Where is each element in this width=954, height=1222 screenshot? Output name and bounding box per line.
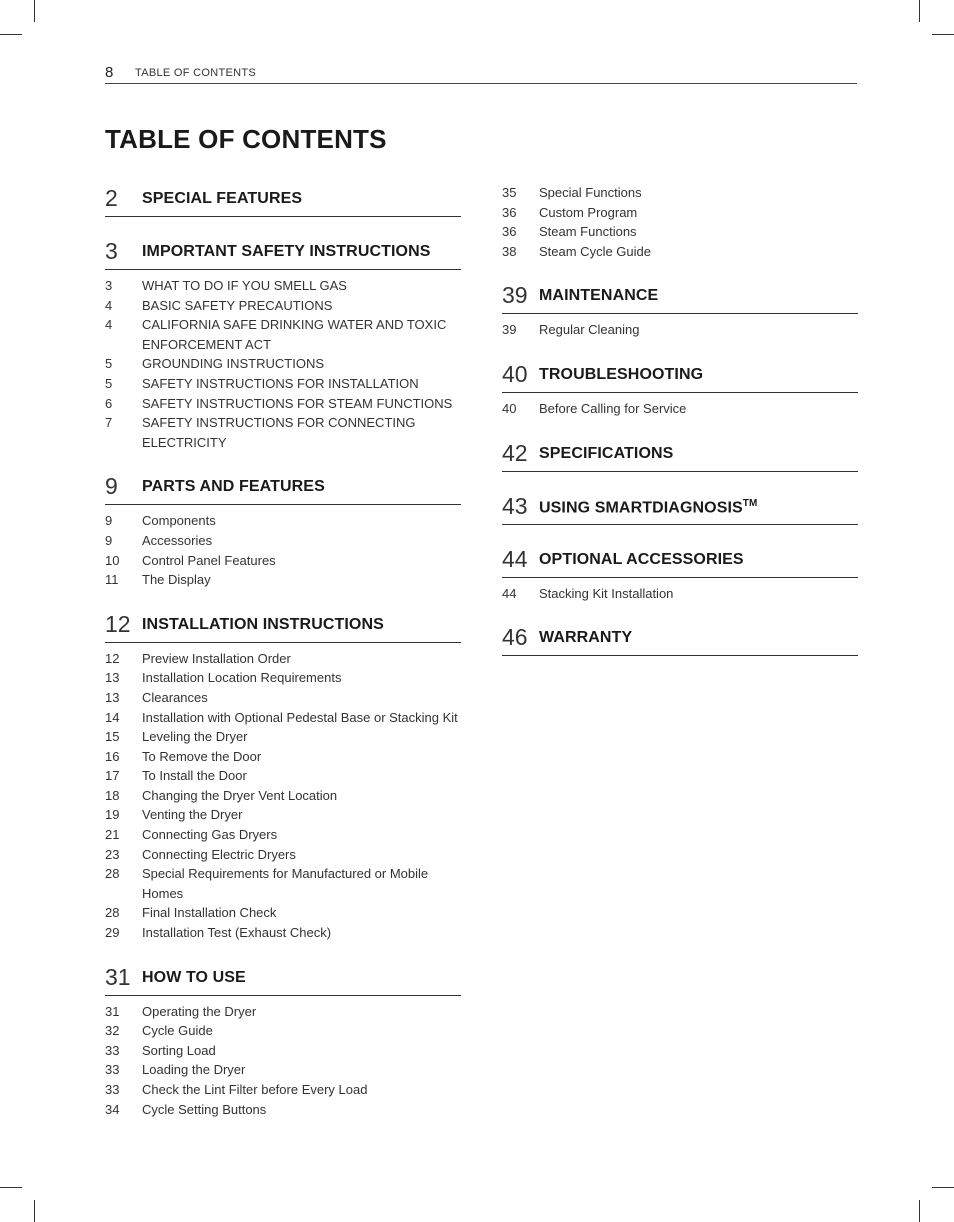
toc-entry-text: Before Calling for Service xyxy=(539,400,687,416)
toc-entry[interactable] xyxy=(105,354,461,374)
section-page-number: 44 xyxy=(502,545,528,572)
toc-entry[interactable] xyxy=(105,1080,461,1100)
toc-entry[interactable] xyxy=(502,203,858,223)
toc-entry-text: Check the Lint Filter before Every Load xyxy=(142,1082,368,1097)
toc-entry-page: 35 xyxy=(502,185,517,200)
section-title xyxy=(142,190,302,208)
section-title-text: TROUBLESHOOTING xyxy=(539,365,704,383)
toc-section xyxy=(105,182,461,217)
section-title-text: SPECIFICATIONS xyxy=(539,444,674,462)
toc-entry-list xyxy=(105,996,461,1120)
toc-section xyxy=(105,961,461,1120)
toc-entry-page: 14 xyxy=(105,709,120,725)
toc-entry-list xyxy=(502,578,858,604)
section-page-number: 31 xyxy=(105,963,131,990)
section-page-number: 12 xyxy=(105,610,131,637)
page-number: 8 xyxy=(105,64,114,81)
toc-entry[interactable] xyxy=(105,1100,461,1120)
section-page-number: 39 xyxy=(502,282,528,309)
toc-section xyxy=(502,490,858,525)
toc-entry[interactable] xyxy=(105,649,461,669)
toc-entry-text: Components xyxy=(142,513,216,529)
toc-section xyxy=(502,358,858,419)
toc-entry-text: Installation with Optional Pedestal Base or Stacking Kit xyxy=(142,709,458,725)
toc-entry[interactable] xyxy=(105,668,461,688)
toc-section-heading[interactable] xyxy=(502,621,858,656)
toc-entry[interactable] xyxy=(105,315,461,354)
toc-entry-page: 38 xyxy=(502,243,517,259)
toc-entry-list xyxy=(502,393,858,419)
toc-section-heading[interactable] xyxy=(502,543,858,578)
section-title xyxy=(142,243,431,261)
toc-section xyxy=(502,543,858,604)
toc-entry-page: 4 xyxy=(105,317,113,333)
section-title xyxy=(539,629,632,647)
toc-entry-page: 33 xyxy=(105,1062,120,1078)
toc-entry-text: GROUNDING INSTRUCTIONS xyxy=(142,356,324,372)
toc-entry-page: 3 xyxy=(105,278,113,293)
section-title-text: INSTALLATION INSTRUCTIONS xyxy=(142,615,384,633)
toc-entry-text: Steam Functions xyxy=(539,224,637,240)
section-title-text: OPTIONAL ACCESSORIES xyxy=(539,550,744,568)
toc-entry-text: Control Panel Features xyxy=(142,552,276,568)
toc-entry-page: 34 xyxy=(105,1101,120,1117)
toc-entry[interactable] xyxy=(502,242,858,262)
toc-entry-text: WHAT TO DO IF YOU SMELL GAS xyxy=(142,278,347,293)
section-title xyxy=(142,478,325,496)
toc-entry[interactable] xyxy=(105,688,461,708)
crop-mark xyxy=(34,0,35,22)
toc-section xyxy=(105,608,461,943)
toc-entry-text: Installation Location Requirements xyxy=(142,670,342,686)
toc-entry-page: 10 xyxy=(105,552,120,568)
toc-entry-text: SAFETY INSTRUCTIONS FOR INSTALLATION xyxy=(142,375,419,391)
toc-entry-page: 33 xyxy=(105,1042,120,1058)
toc-entry-page: 12 xyxy=(105,650,120,666)
running-head xyxy=(105,62,857,84)
toc-entry-text: Cycle Setting Buttons xyxy=(142,1101,267,1117)
toc-entry[interactable] xyxy=(105,903,461,923)
toc-entry[interactable] xyxy=(105,1060,461,1080)
crop-mark xyxy=(932,34,954,35)
toc-entry[interactable] xyxy=(105,296,461,316)
section-title xyxy=(142,969,246,987)
toc-entry-text: To Install the Door xyxy=(142,768,247,784)
toc-entry[interactable] xyxy=(502,222,858,242)
section-title xyxy=(142,616,384,634)
section-title-text: MAINTENANCE xyxy=(539,287,659,305)
toc-entry[interactable] xyxy=(105,825,461,845)
toc-entry[interactable] xyxy=(105,786,461,806)
crop-mark xyxy=(34,1200,35,1222)
toc-entry-page: 40 xyxy=(502,400,517,416)
toc-entry-page: 5 xyxy=(105,375,113,391)
trademark-mark: TM xyxy=(742,497,758,509)
toc-entry-list xyxy=(105,643,461,943)
toc-entry-text: SAFETY INSTRUCTIONS FOR STEAM FUNCTIONS xyxy=(142,395,453,411)
toc-entry[interactable] xyxy=(105,394,461,414)
crop-mark xyxy=(919,0,920,22)
toc-entry[interactable] xyxy=(105,511,461,531)
page-title: TABLE OF CONTENTS xyxy=(105,124,387,154)
toc-entry-page: 16 xyxy=(105,748,120,764)
toc-entry-page: 18 xyxy=(105,787,120,803)
toc-section xyxy=(105,470,461,589)
toc-entry[interactable] xyxy=(502,320,858,340)
toc-entry-text: Stacking Kit Installation xyxy=(539,585,674,601)
toc-section-heading[interactable] xyxy=(105,608,461,643)
toc-entry[interactable] xyxy=(502,183,858,203)
toc-entry[interactable] xyxy=(105,374,461,394)
toc-entry-text: Accessories xyxy=(142,532,213,548)
section-page-number: 2 xyxy=(105,185,118,211)
section-title-text: PARTS AND FEATURES xyxy=(142,478,325,496)
toc-section-heading[interactable] xyxy=(502,490,858,525)
toc-entry-page: 32 xyxy=(105,1023,120,1039)
toc-entry-text: SAFETY INSTRUCTIONS FOR CONNECTING ELECTRICITY xyxy=(142,415,416,450)
toc-entry[interactable] xyxy=(502,584,858,604)
toc-entry-text: Sorting Load xyxy=(142,1042,216,1058)
toc-entry[interactable] xyxy=(105,708,461,728)
toc-right-column xyxy=(502,183,858,656)
toc-entry-page: 23 xyxy=(105,846,120,862)
toc-entry[interactable] xyxy=(105,1021,461,1041)
toc-entry[interactable] xyxy=(105,551,461,571)
section-title-text: SPECIAL FEATURES xyxy=(142,190,303,207)
toc-entry-text: Clearances xyxy=(142,689,208,705)
toc-entry-page: 4 xyxy=(105,297,113,313)
toc-section xyxy=(502,437,858,472)
toc-entry[interactable] xyxy=(105,276,461,296)
toc-entry-text: Steam Cycle Guide xyxy=(539,243,651,259)
toc-section xyxy=(502,621,858,656)
toc-entry-text: Changing the Dryer Vent Location xyxy=(142,787,338,803)
toc-entry-page: 21 xyxy=(105,827,120,843)
crop-mark xyxy=(919,1200,920,1222)
section-page-number: 3 xyxy=(105,238,118,264)
toc-entry[interactable] xyxy=(105,747,461,767)
section-page-number: 9 xyxy=(105,473,118,500)
section-page-number: 46 xyxy=(502,624,528,651)
section-title xyxy=(539,445,673,463)
toc-entry-text: Leveling the Dryer xyxy=(142,729,248,745)
toc-section-heading[interactable] xyxy=(502,358,858,393)
toc-entry-page: 15 xyxy=(105,729,120,745)
section-title xyxy=(539,551,744,569)
toc-entry-page: 9 xyxy=(105,513,113,529)
section-page-number: 40 xyxy=(502,360,528,387)
toc-entry-text: BASIC SAFETY PRECAUTIONS xyxy=(142,297,333,313)
toc-entry-page: 7 xyxy=(105,415,113,431)
toc-entry-page: 31 xyxy=(105,1003,120,1019)
toc-entry-text: CALIFORNIA SAFE DRINKING WATER AND TOXIC ENFORCEMENT ACT xyxy=(142,317,447,352)
toc-entry[interactable] xyxy=(105,805,461,825)
toc-entry-page: 13 xyxy=(105,670,120,686)
toc-entry-list xyxy=(105,270,461,452)
toc-entry[interactable] xyxy=(105,413,461,452)
toc-entry-page: 36 xyxy=(502,224,517,240)
toc-entry-text: Installation Test (Exhaust Check) xyxy=(142,925,332,941)
toc-entry[interactable] xyxy=(105,923,461,943)
toc-entry[interactable] xyxy=(105,570,461,590)
section-title-text: HOW TO USE xyxy=(142,968,246,986)
toc-entry-page: 17 xyxy=(105,768,120,784)
toc-entry-page: 19 xyxy=(105,807,120,823)
toc-entry[interactable] xyxy=(502,399,858,419)
section-title-text: WARRANTY xyxy=(539,629,633,647)
crop-mark xyxy=(932,1187,954,1188)
section-page-number: 42 xyxy=(502,439,528,466)
toc-section-heading[interactable] xyxy=(105,470,461,505)
toc-entry[interactable] xyxy=(105,1002,461,1022)
toc-entry-page: 33 xyxy=(105,1082,120,1097)
toc-entry-text: Regular Cleaning xyxy=(539,322,640,338)
toc-entry-text: To Remove the Door xyxy=(142,748,262,764)
toc-entry-page: 36 xyxy=(502,204,517,220)
toc-entry-page: 11 xyxy=(105,572,119,588)
toc-entry-text: Operating the Dryer xyxy=(142,1003,257,1019)
toc-entry-text: Connecting Electric Dryers xyxy=(142,846,296,862)
toc-left-column xyxy=(105,182,461,1119)
toc-entry-text: Final Installation Check xyxy=(142,905,277,921)
toc-entry-text: Special Functions xyxy=(539,185,642,200)
crop-mark xyxy=(0,34,22,35)
toc-section-heading[interactable] xyxy=(105,182,461,217)
toc-entry[interactable] xyxy=(105,864,461,903)
section-title-text: USING SMARTDIAGNOSIS xyxy=(539,498,743,516)
toc-entry[interactable] xyxy=(105,727,461,747)
toc-section-heading[interactable] xyxy=(502,437,858,472)
toc-section xyxy=(502,279,858,340)
toc-entry-text: The Display xyxy=(142,572,211,588)
toc-entry[interactable] xyxy=(105,766,461,786)
section-title xyxy=(539,366,703,384)
running-head-title: TABLE OF CONTENTS xyxy=(135,67,257,79)
toc-entry-text: Venting the Dryer xyxy=(142,807,243,823)
toc-entry-text: Cycle Guide xyxy=(142,1023,213,1039)
section-title-text: IMPORTANT SAFETY INSTRUCTIONS xyxy=(142,243,431,260)
toc-entry-text: Preview Installation Order xyxy=(142,650,291,666)
toc-entry-text: Special Requirements for Manufactured or Mobile Homes xyxy=(142,866,429,901)
toc-entry[interactable] xyxy=(105,1041,461,1061)
toc-entry[interactable] xyxy=(105,845,461,865)
toc-entry-text: Connecting Gas Dryers xyxy=(142,827,278,843)
toc-entry-page: 5 xyxy=(105,356,113,372)
toc-section-heading[interactable] xyxy=(105,961,461,996)
toc-right-sections xyxy=(502,279,858,656)
section-page-number: 43 xyxy=(502,492,528,519)
toc-entry-page: 6 xyxy=(105,395,113,411)
toc-entry-list xyxy=(502,314,858,340)
toc-entry-text: Custom Program xyxy=(539,204,638,220)
toc-entry-page: 28 xyxy=(105,866,120,882)
toc-entry[interactable] xyxy=(105,531,461,551)
toc-entry-page: 29 xyxy=(105,925,120,941)
toc-section-heading[interactable] xyxy=(502,279,858,314)
toc-entry-page: 9 xyxy=(105,532,113,548)
toc-section-heading[interactable] xyxy=(105,235,461,270)
section-title xyxy=(539,498,757,517)
section-title xyxy=(539,287,658,305)
toc-entry-page: 44 xyxy=(502,585,517,601)
toc-entry-list xyxy=(105,505,461,589)
crop-mark xyxy=(0,1187,22,1188)
toc-section xyxy=(105,235,461,452)
toc-entry-page: 13 xyxy=(105,689,120,705)
continued-entries xyxy=(502,183,858,261)
toc-entry-page: 39 xyxy=(502,322,517,338)
toc-entry-text: Loading the Dryer xyxy=(142,1062,246,1078)
toc-entry-page: 28 xyxy=(105,905,120,921)
